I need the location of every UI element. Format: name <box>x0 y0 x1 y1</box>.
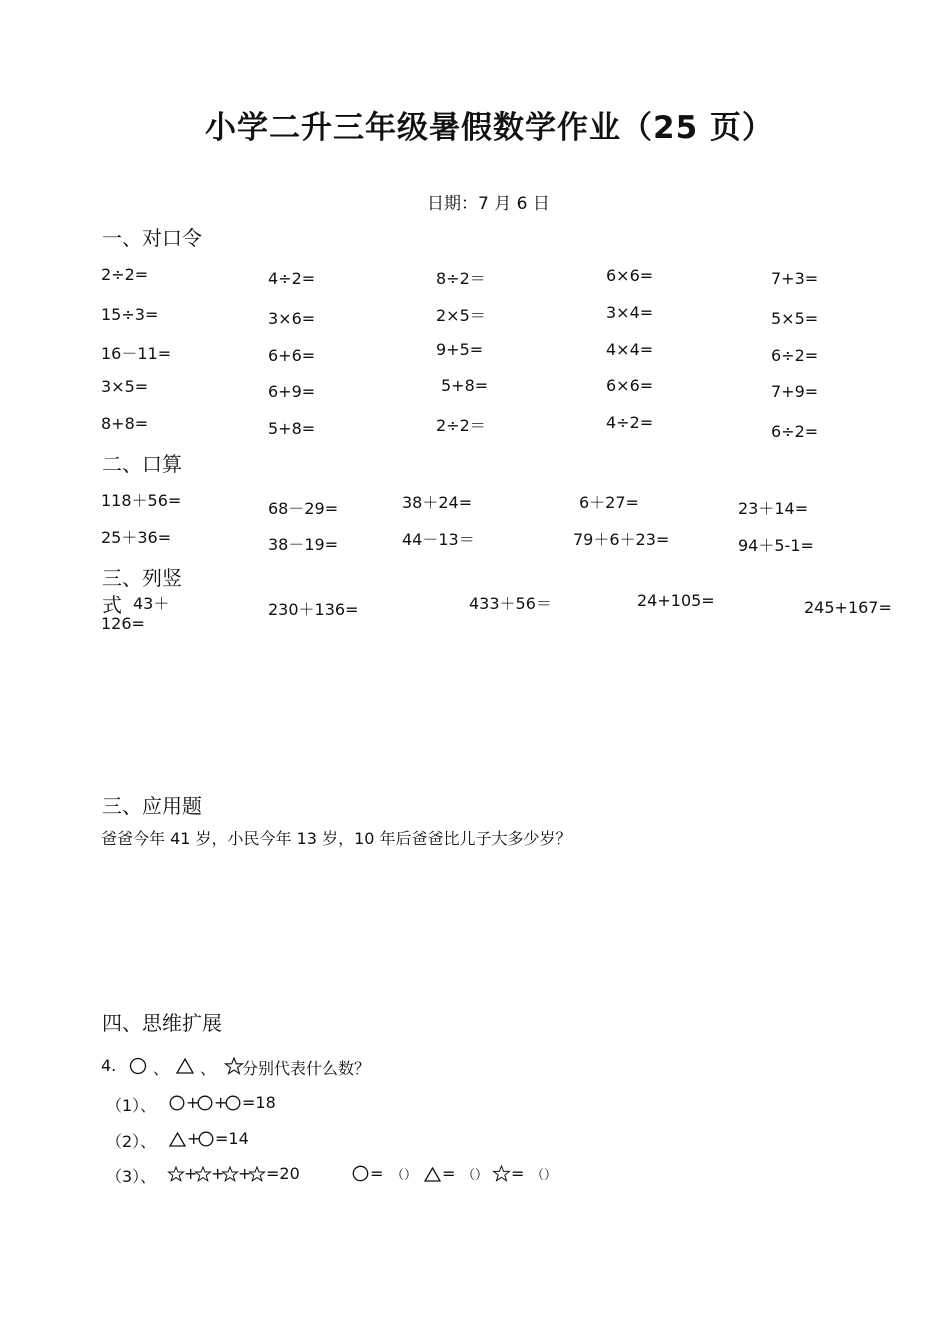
mental-math-item: 94＋5-1= <box>738 536 814 555</box>
triangle-icon <box>424 1167 441 1182</box>
answer-equals: = <box>442 1164 456 1183</box>
triangle-icon <box>176 1058 194 1074</box>
plus-sign: + <box>211 1164 225 1183</box>
oral-drill-item: 4×4= <box>606 340 654 359</box>
answer-equals: = <box>370 1164 384 1183</box>
vertical-item-first-a: 43＋ <box>133 594 170 613</box>
answer-equals: = <box>511 1164 525 1183</box>
oral-drill-item: 4÷2= <box>268 269 316 288</box>
circle-icon <box>197 1095 213 1111</box>
thinking-line2-label: （2）、 <box>106 1132 157 1151</box>
answer-blank-circle[interactable]: （） <box>391 1168 418 1183</box>
oral-drill-item: 6×6= <box>606 266 654 285</box>
section-word-problem-heading: 三、应用题 <box>102 794 202 818</box>
oral-drill-item: 4÷2= <box>606 413 654 432</box>
mental-math-item: 38＋24= <box>402 493 473 512</box>
section-mental-math-heading: 二、口算 <box>102 452 182 476</box>
oral-drill-item: 5+8= <box>268 419 316 438</box>
thinking-line1-eq: =18 <box>242 1093 276 1112</box>
oral-drill-item: 8+8= <box>101 414 149 433</box>
mental-math-item: 6＋27= <box>579 493 639 512</box>
oral-drill-item: 6+9= <box>268 382 316 401</box>
plus-sign: + <box>184 1164 198 1183</box>
oral-drill-item: 5+8= <box>441 376 489 395</box>
answer-blank-star[interactable]: （） <box>531 1168 558 1183</box>
circle-icon <box>352 1165 369 1182</box>
section-oral-drill-heading: 一、对口令 <box>102 226 202 250</box>
oral-drill-item: 6÷2= <box>771 422 819 441</box>
oral-drill-item: 5×5= <box>771 309 819 328</box>
oral-drill-item: 2×5＝ <box>436 306 486 325</box>
section-vertical-heading-cont: 式 <box>102 593 122 617</box>
thinking-line3-label: （3）、 <box>106 1167 157 1186</box>
circle-icon <box>198 1131 214 1147</box>
oral-drill-item: 6÷2= <box>771 346 819 365</box>
oral-drill-item: 3×4= <box>606 303 654 322</box>
plus-sign: + <box>214 1093 228 1112</box>
mental-math-item: 118＋56= <box>101 491 182 510</box>
circle-icon <box>225 1095 241 1111</box>
oral-drill-item: 6×6= <box>606 376 654 395</box>
oral-drill-item: 6+6= <box>268 346 316 365</box>
oral-drill-item: 7+9= <box>771 382 819 401</box>
section-vertical-heading: 三、列竖 <box>102 566 182 590</box>
plus-sign: + <box>238 1164 252 1183</box>
oral-drill-item: 2÷2＝ <box>436 416 486 435</box>
star-icon <box>249 1166 265 1182</box>
oral-drill-item: 7+3= <box>771 269 819 288</box>
oral-drill-item: 9+5= <box>436 340 484 359</box>
circle-icon <box>129 1057 147 1075</box>
star-icon <box>225 1057 243 1075</box>
oral-drill-item: 3×5= <box>101 377 149 396</box>
oral-drill-item: 2÷2= <box>101 265 149 284</box>
circle-icon <box>169 1095 185 1111</box>
page-title: 小学二升三年级暑假数学作业（25 页） <box>205 110 774 146</box>
oral-drill-item: 3×6= <box>268 309 316 328</box>
mental-math-item: 68－29= <box>268 499 339 518</box>
vertical-item: 230＋136= <box>268 600 359 619</box>
oral-drill-item: 16－11= <box>101 344 172 363</box>
vertical-item-first-b: 126= <box>101 614 145 633</box>
answer-blank-triangle[interactable]: （） <box>462 1168 489 1183</box>
date-line: 日期：7 月 6 日 <box>427 194 550 214</box>
oral-drill-item: 15÷3= <box>101 305 159 324</box>
star-icon <box>168 1166 184 1182</box>
thinking-line3-eq: =20 <box>266 1164 300 1183</box>
thinking-question-number: 4. <box>101 1056 117 1075</box>
mental-math-item: 25＋36= <box>101 528 172 547</box>
word-problem-text: 爸爸今年 41 岁，小民今年 13 岁，10 年后爸爸比儿子大多少岁？ <box>101 829 572 848</box>
oral-drill-item: 8÷2＝ <box>436 269 486 288</box>
thinking-sep: 、 <box>153 1059 170 1078</box>
thinking-line2-eq: =14 <box>215 1129 249 1148</box>
vertical-item: 245+167= <box>804 598 892 617</box>
thinking-sep: 、 <box>200 1059 217 1078</box>
plus-sign: + <box>187 1129 201 1148</box>
section-thinking-heading: 四、思维扩展 <box>102 1011 222 1035</box>
star-icon <box>195 1166 211 1182</box>
star-icon <box>222 1166 238 1182</box>
thinking-question-text: 分别代表什么数？ <box>242 1059 371 1078</box>
triangle-icon <box>169 1132 186 1147</box>
star-icon <box>493 1165 510 1182</box>
vertical-item: 433＋56＝ <box>469 594 552 613</box>
plus-sign: + <box>186 1093 200 1112</box>
mental-math-item: 23＋14= <box>738 499 809 518</box>
mental-math-item: 79＋6＋23= <box>573 530 670 549</box>
thinking-line1-label: （1）、 <box>106 1096 157 1115</box>
vertical-item: 24+105= <box>637 591 715 610</box>
mental-math-item: 38－19= <box>268 535 339 554</box>
mental-math-item: 44－13＝ <box>402 530 475 549</box>
